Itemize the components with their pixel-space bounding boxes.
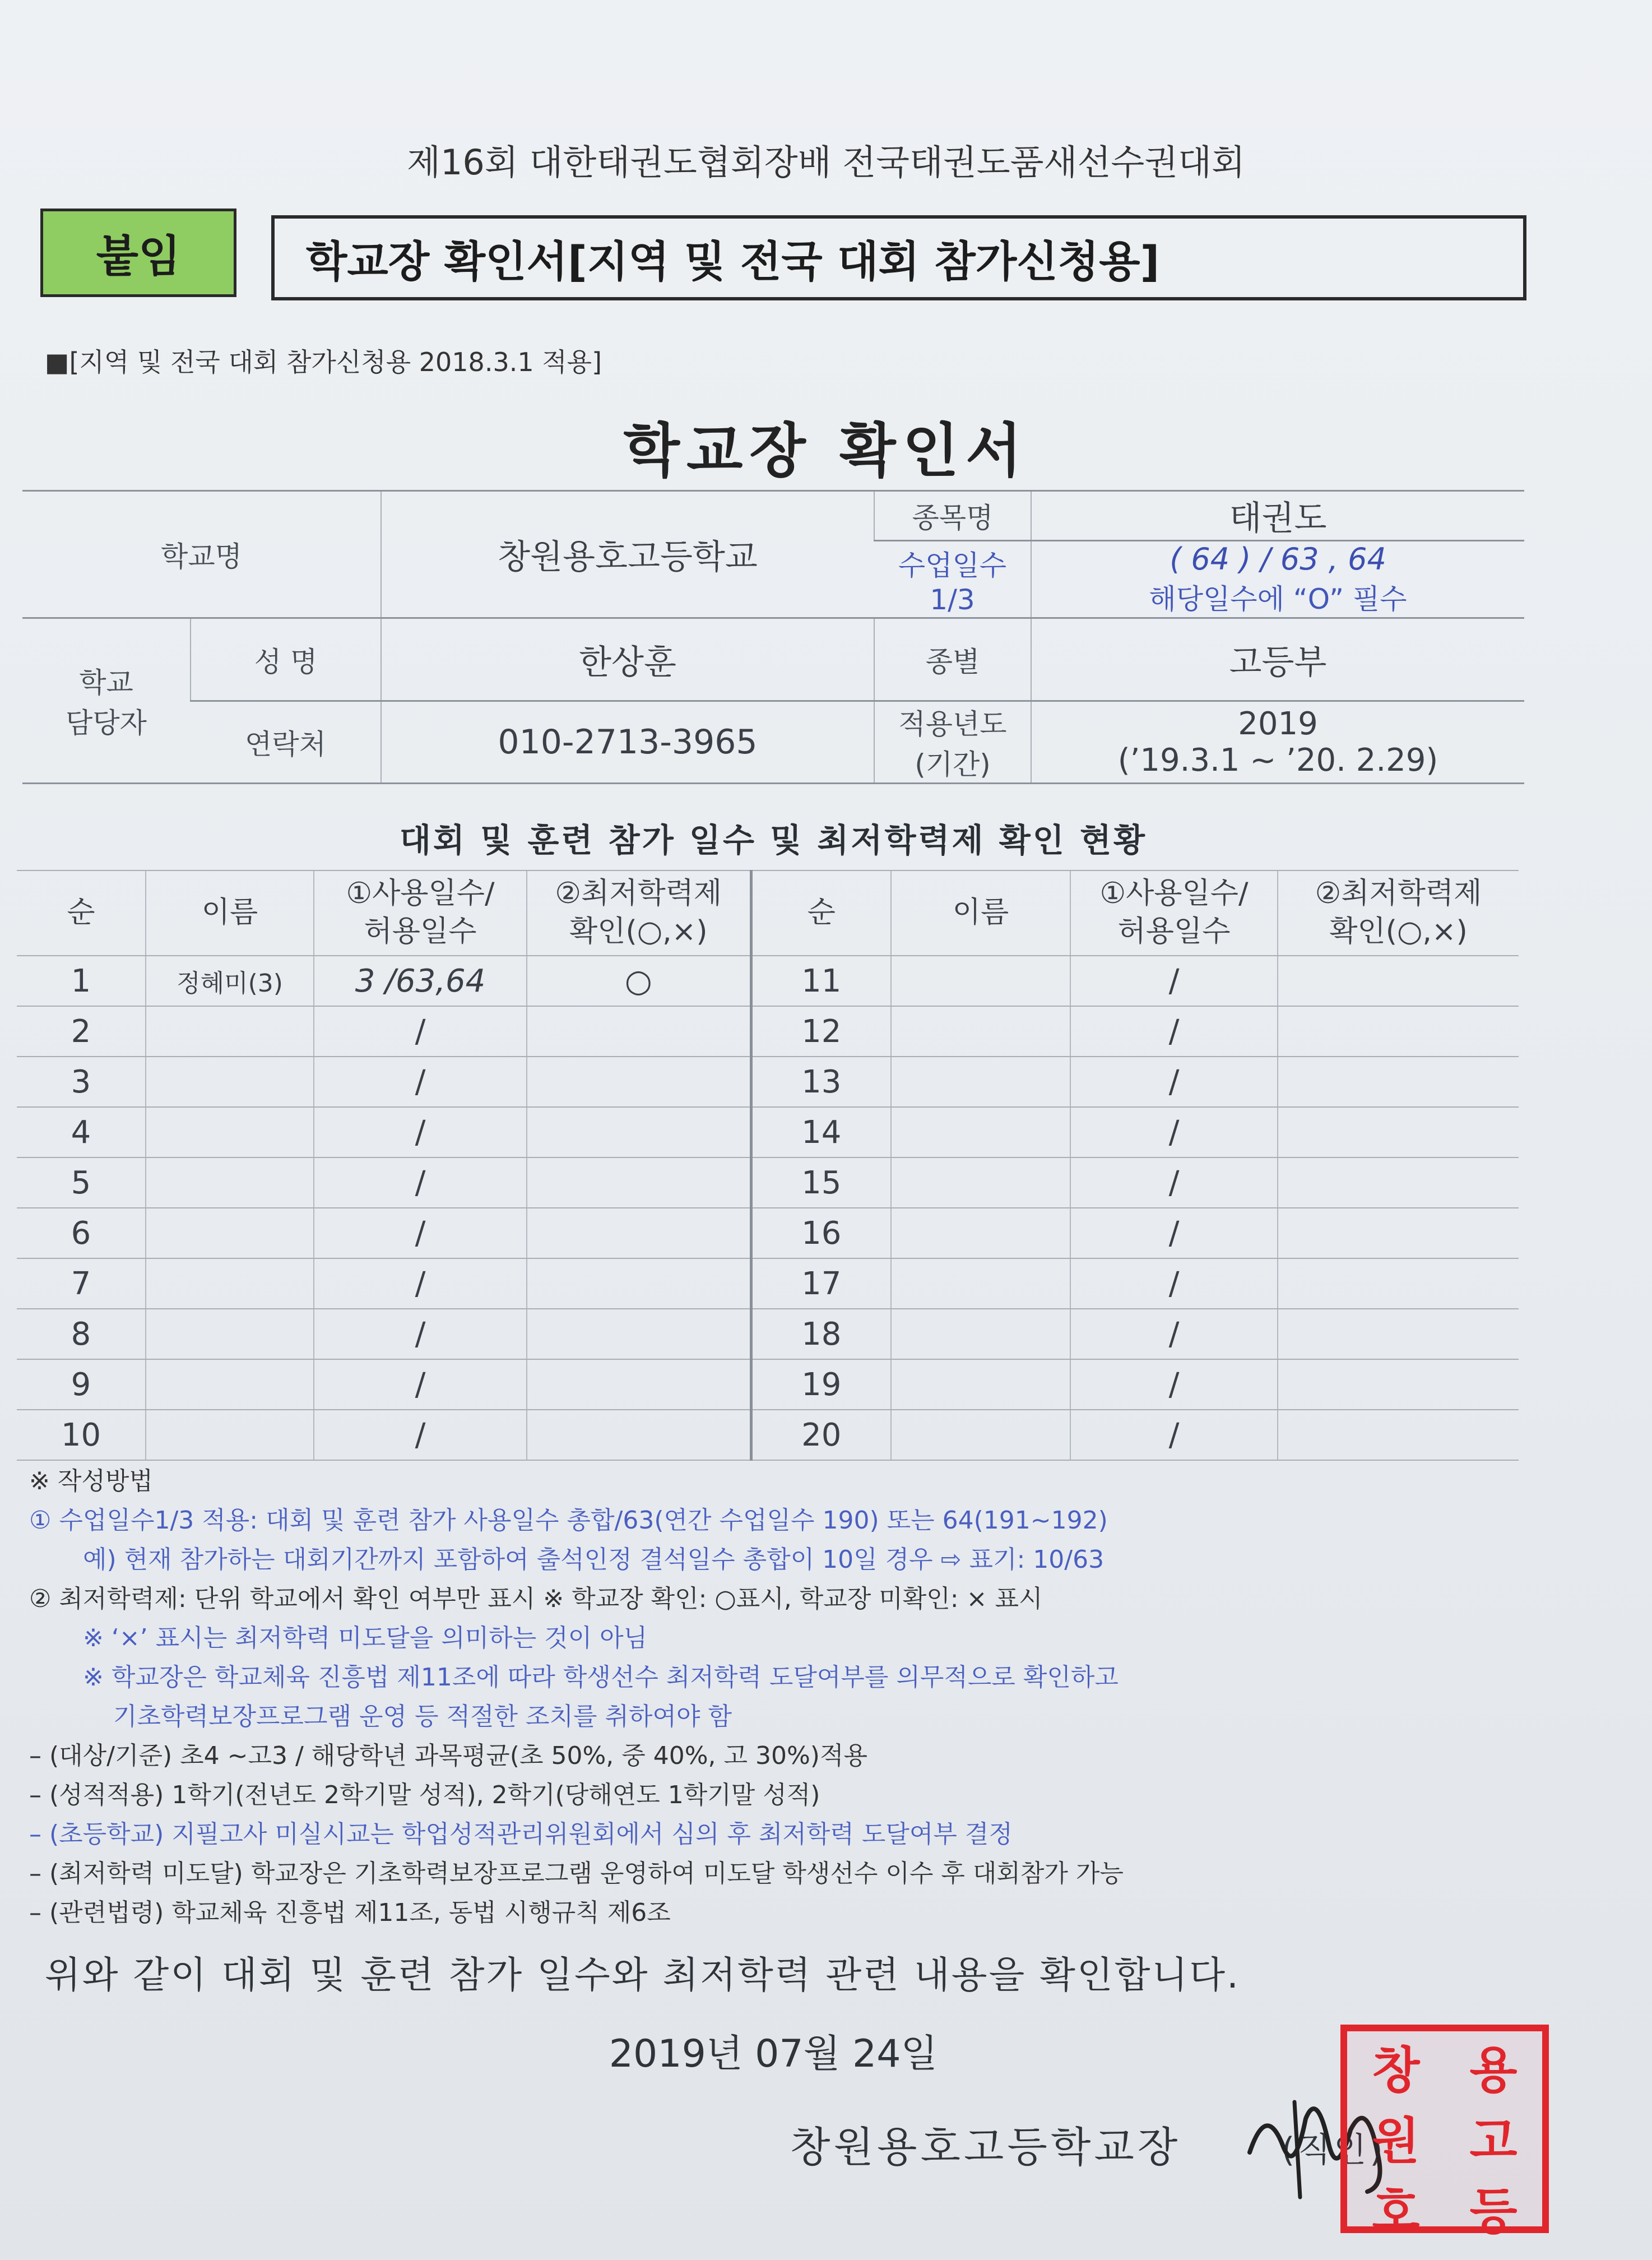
row-days: / bbox=[314, 1057, 527, 1107]
row-check bbox=[527, 1157, 751, 1208]
row-no: 14 bbox=[751, 1107, 891, 1157]
method-item2-note1: ※ ‘×’ 표시는 최저학력 미도달을 의미하는 것이 아님 bbox=[83, 1624, 648, 1652]
row-check bbox=[527, 1410, 751, 1460]
method-dash4: – (최저학력 미도달) 학교장은 기초학력보장프로그램 운영하여 미도달 학생선수 이수 후 대회참가 가능 bbox=[29, 1859, 1124, 1888]
row-name bbox=[891, 956, 1070, 1006]
row-check bbox=[1278, 1309, 1519, 1359]
header-days-right-line2: 허용일수 bbox=[1117, 915, 1231, 948]
seal-char: 창 bbox=[1372, 2041, 1420, 2099]
row-name bbox=[891, 1359, 1070, 1410]
row-name bbox=[891, 1410, 1070, 1460]
header-days-right-line1: ①사용일수/ bbox=[1099, 877, 1249, 911]
contact-label: 연락처 bbox=[191, 701, 381, 784]
row-name bbox=[146, 1107, 314, 1157]
row-days: / bbox=[314, 1006, 527, 1057]
table-row bbox=[17, 1309, 1519, 1359]
row-name bbox=[891, 1309, 1070, 1359]
writing-method-section bbox=[29, 1462, 1509, 1933]
row-days: / bbox=[1070, 1006, 1278, 1057]
row-name bbox=[891, 1006, 1070, 1057]
header-check-right-line1: ②최저학력제 bbox=[1315, 877, 1482, 911]
issue-date: 2019년 07월 24일 bbox=[609, 2032, 938, 2076]
sport-value: 태권도 bbox=[1031, 491, 1524, 541]
school-name-value: 창원용호고등학교 bbox=[381, 491, 874, 618]
row-days: / bbox=[1070, 1359, 1278, 1410]
section-heading: 대회 및 훈련 참가 일수 및 최저학력제 확인 현황 bbox=[399, 821, 1148, 859]
row-days: / bbox=[1070, 1258, 1278, 1309]
row-check bbox=[1278, 1410, 1519, 1460]
row-no: 9 bbox=[17, 1359, 146, 1410]
row-check bbox=[527, 1309, 751, 1359]
division-label: 종별 bbox=[874, 618, 1031, 701]
principal-name: 창원용호고등학교장 bbox=[790, 2123, 1181, 2171]
row-no: 10 bbox=[17, 1410, 146, 1460]
contact-value: 010-2713-3965 bbox=[381, 701, 874, 784]
row-no: 16 bbox=[751, 1208, 891, 1258]
header-check-right-line2: 확인(○,×) bbox=[1329, 915, 1468, 948]
row-check bbox=[1278, 1258, 1519, 1309]
division-value: 고등부 bbox=[1031, 618, 1524, 701]
table-row bbox=[17, 956, 1519, 1006]
method-item2-note2-line2: 기초학력보장프로그램 운영 등 적절한 조치를 취하여야 함 bbox=[113, 1702, 732, 1731]
row-name bbox=[146, 1006, 314, 1057]
table-row bbox=[17, 1057, 1519, 1107]
row-check bbox=[527, 1359, 751, 1410]
method-item2: ② 최저학력제: 단위 학교에서 확인 여부만 표시 ※ 학교장 확인: ○표시, 학교장 미확인: × 표시 bbox=[29, 1585, 1043, 1613]
row-no: 20 bbox=[751, 1410, 891, 1460]
official-seal-stamp bbox=[1340, 2025, 1549, 2240]
row-no: 7 bbox=[17, 1258, 146, 1309]
row-days: / bbox=[314, 1359, 527, 1410]
row-no: 1 bbox=[17, 956, 146, 1006]
row-name bbox=[146, 1208, 314, 1258]
name-label: 성 명 bbox=[191, 618, 381, 701]
header-days-left bbox=[314, 870, 527, 956]
row-days: / bbox=[1070, 1057, 1278, 1107]
row-days: / bbox=[1070, 1157, 1278, 1208]
apply-period-value: (’19.3.1 ~ ’20. 2.29) bbox=[1117, 742, 1438, 779]
row-no: 6 bbox=[17, 1208, 146, 1258]
table-row bbox=[17, 1006, 1519, 1057]
apply-year-label bbox=[874, 701, 1031, 784]
row-days: / bbox=[1070, 1107, 1278, 1157]
row-no: 3 bbox=[17, 1057, 146, 1107]
method-dash3: – (초등학교) 지필고사 미실시교는 학업성적관리위원회에서 심의 후 최저학력 도달여부 결정 bbox=[29, 1820, 1013, 1849]
row-no: 11 bbox=[751, 956, 891, 1006]
application-note: ■[지역 및 전국 대회 참가신청용 2018.3.1 적용] bbox=[45, 347, 602, 377]
class-days-value: ( 64 ) / 63 , 64 bbox=[1170, 541, 1386, 577]
method-dash2: – (성적적용) 1학기(전년도 2학기말 성적), 2학기(당해연도 1학기말 성적) bbox=[29, 1781, 820, 1809]
header-days-left-line1: ①사용일수/ bbox=[346, 877, 495, 911]
row-name bbox=[146, 1157, 314, 1208]
seal-char: 고 bbox=[1469, 2112, 1518, 2170]
class-days-cell bbox=[1031, 541, 1524, 618]
row-check bbox=[1278, 1359, 1519, 1410]
sport-label: 종목명 bbox=[874, 491, 1031, 541]
method-item2-note2-line1: ※ 학교장은 학교체육 진흥법 제11조에 따라 학생선수 최저학력 도달여부를 의무적으로 확인하고 bbox=[83, 1663, 1119, 1692]
row-days: / bbox=[314, 1258, 527, 1309]
row-days: / bbox=[314, 1309, 527, 1359]
row-no: 13 bbox=[751, 1057, 891, 1107]
row-check bbox=[527, 1107, 751, 1157]
row-days: / bbox=[1070, 1208, 1278, 1258]
table-row bbox=[17, 1208, 1519, 1258]
header-check-right bbox=[1278, 870, 1519, 956]
table-row bbox=[17, 1258, 1519, 1309]
header-check-left bbox=[527, 870, 751, 956]
row-check bbox=[1278, 956, 1519, 1006]
row-check: ○ bbox=[527, 956, 751, 1006]
manager-label-line2: 담당자 bbox=[66, 707, 147, 739]
row-name bbox=[891, 1208, 1070, 1258]
row-check bbox=[527, 1006, 751, 1057]
row-days: / bbox=[314, 1157, 527, 1208]
header-no-right: 순 bbox=[751, 870, 891, 956]
school-name-label: 학교명 bbox=[22, 491, 381, 618]
row-name bbox=[891, 1057, 1070, 1107]
apply-year-cell bbox=[1031, 701, 1524, 784]
apply-year-value: 2019 bbox=[1238, 706, 1318, 742]
row-days: / bbox=[1070, 1309, 1278, 1359]
row-days: / bbox=[314, 1208, 527, 1258]
event-title: 제16회 대한태권도협회장배 전국태권도품새선수권대회 bbox=[407, 142, 1245, 183]
document-title: 학교장 확인서 bbox=[623, 416, 1029, 485]
header-check-left-line1: ②최저학력제 bbox=[555, 877, 722, 911]
class-days-label-text: 수업일수 bbox=[898, 549, 1007, 582]
row-no: 8 bbox=[17, 1309, 146, 1359]
row-check bbox=[1278, 1006, 1519, 1057]
row-name bbox=[146, 1057, 314, 1107]
row-no: 4 bbox=[17, 1107, 146, 1157]
class-days-hint: 해당일수에 “O” 필수 bbox=[1149, 583, 1407, 615]
table-row bbox=[17, 1410, 1519, 1460]
row-name bbox=[891, 1258, 1070, 1309]
row-days: 3 /63,64 bbox=[314, 956, 527, 1006]
row-days: / bbox=[314, 1107, 527, 1157]
row-name bbox=[146, 1258, 314, 1309]
header-name-left: 이름 bbox=[146, 870, 314, 956]
attachment-badge: 붙임 bbox=[40, 209, 236, 297]
manager-name-value: 한상훈 bbox=[381, 618, 874, 701]
row-check bbox=[527, 1057, 751, 1107]
method-item1-line1: ① 수업일수1/3 적용: 대회 및 훈련 참가 사용일수 총합/63(연간 수업일수 190) 또는 64(191~192) bbox=[29, 1506, 1108, 1535]
row-days: / bbox=[314, 1410, 527, 1460]
seal-char: 원 bbox=[1372, 2112, 1420, 2170]
school-info-table bbox=[22, 490, 1524, 784]
row-check bbox=[527, 1208, 751, 1258]
method-title: ※ 작성방법 bbox=[29, 1467, 153, 1495]
row-no: 18 bbox=[751, 1309, 891, 1359]
header-name-right: 이름 bbox=[891, 870, 1070, 956]
class-days-label bbox=[874, 541, 1031, 618]
row-name: 정혜미(3) bbox=[146, 956, 314, 1006]
method-dash5: – (관련법령) 학교체육 진흥법 제11조, 동법 시행규칙 제6조 bbox=[29, 1898, 671, 1927]
header-no-left: 순 bbox=[17, 870, 146, 956]
table-row bbox=[17, 1359, 1519, 1410]
participation-table bbox=[17, 870, 1519, 1461]
confirmation-statement: 위와 같이 대회 및 훈련 참가 일수와 최저학력 관련 내용을 확인합니다. bbox=[45, 1953, 1240, 1997]
row-check bbox=[1278, 1157, 1519, 1208]
table-row bbox=[17, 1107, 1519, 1157]
row-days: / bbox=[1070, 1410, 1278, 1460]
row-name bbox=[891, 1157, 1070, 1208]
row-no: 5 bbox=[17, 1157, 146, 1208]
row-days: / bbox=[1070, 956, 1278, 1006]
row-check bbox=[1278, 1208, 1519, 1258]
row-no: 19 bbox=[751, 1359, 891, 1410]
row-no: 2 bbox=[17, 1006, 146, 1057]
apply-year-label-line2: (기간) bbox=[915, 748, 991, 781]
header-days-right bbox=[1070, 870, 1278, 956]
row-check bbox=[1278, 1057, 1519, 1107]
row-name bbox=[146, 1410, 314, 1460]
method-dash1: – (대상/기준) 초4 ~고3 / 해당학년 과목평균(초 50%, 중 40%, 고 30%)적용 bbox=[29, 1742, 867, 1770]
table-row bbox=[17, 1157, 1519, 1208]
row-check bbox=[527, 1258, 751, 1309]
seal-char: 용 bbox=[1469, 2041, 1518, 2099]
seal-char: 등 bbox=[1469, 2183, 1518, 2240]
row-name bbox=[146, 1359, 314, 1410]
method-item1-line2: 예) 현재 참가하는 대회기간까지 포함하여 출석인정 결석일수 총합이 10일 경우 ⇨ 표기: 10/63 bbox=[83, 1545, 1105, 1574]
row-check bbox=[1278, 1107, 1519, 1157]
row-no: 12 bbox=[751, 1006, 891, 1057]
attachment-title: 학교장 확인서[지역 및 전국 대회 참가신청용] bbox=[271, 215, 1526, 300]
apply-year-label-line1: 적용년도 bbox=[898, 708, 1007, 740]
header-days-left-line2: 허용일수 bbox=[364, 915, 477, 948]
row-no: 17 bbox=[751, 1258, 891, 1309]
manager-label-line1: 학교 bbox=[79, 666, 133, 699]
class-days-ratio: 1/3 bbox=[930, 583, 975, 616]
row-name bbox=[146, 1309, 314, 1359]
row-no: 15 bbox=[751, 1157, 891, 1208]
manager-label bbox=[22, 618, 191, 784]
row-name bbox=[891, 1107, 1070, 1157]
seal-char: 호 bbox=[1372, 2183, 1420, 2240]
stamp-label: (직인) bbox=[1281, 2131, 1386, 2170]
header-check-left-line2: 확인(○,×) bbox=[569, 915, 708, 948]
